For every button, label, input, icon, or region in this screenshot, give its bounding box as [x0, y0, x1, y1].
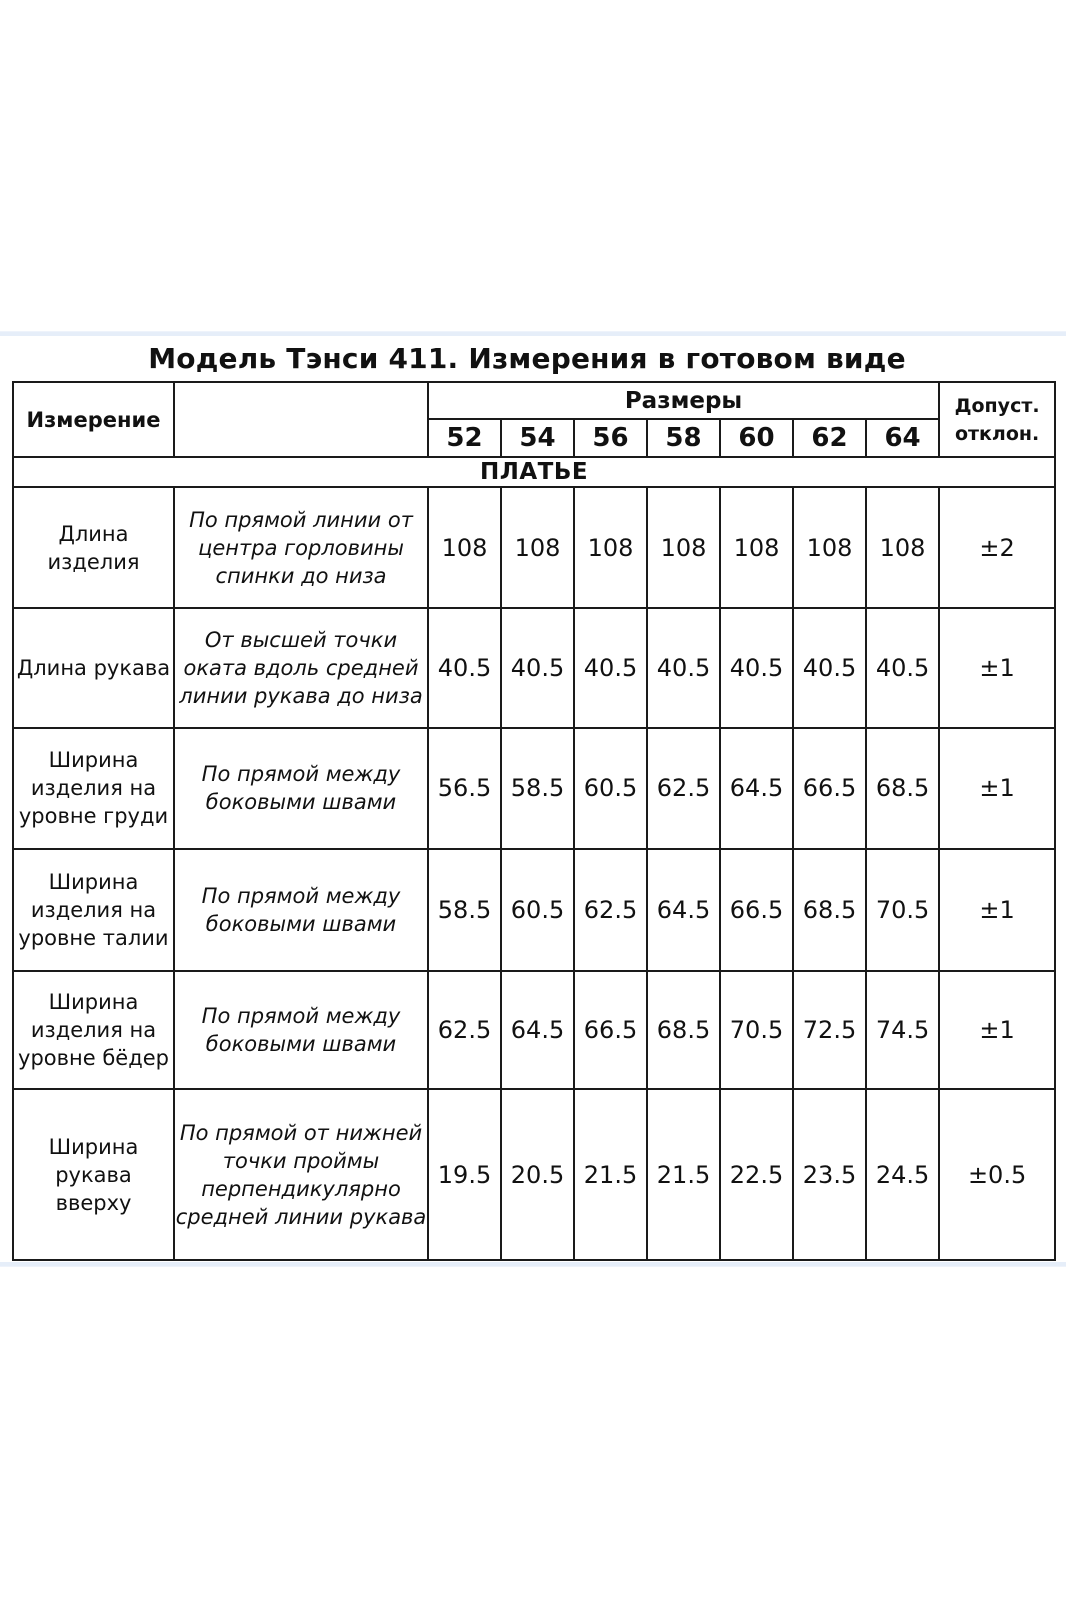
row-value: 62.5	[647, 728, 720, 848]
row-tolerance: ±1	[939, 849, 1055, 971]
size-header: 62	[793, 419, 866, 457]
document-title: Модель Тэнси 411. Измерения в готовом виде	[148, 342, 906, 375]
row-value: 40.5	[574, 608, 647, 728]
row-value: 58.5	[501, 728, 574, 848]
row-value: 62.5	[574, 849, 647, 971]
size-header: 58	[647, 419, 720, 457]
row-value: 64.5	[501, 971, 574, 1089]
row-value: 72.5	[793, 971, 866, 1089]
row-measurement-name: Длина изделия	[13, 487, 174, 607]
row-value: 21.5	[574, 1089, 647, 1260]
row-value: 19.5	[428, 1089, 501, 1260]
row-measurement-name: Ширина изделия на уровне талии	[13, 849, 174, 971]
row-tolerance: ±0.5	[939, 1089, 1055, 1260]
size-header: 64	[866, 419, 939, 457]
section-label: ПЛАТЬЕ	[13, 457, 1055, 487]
row-value: 70.5	[866, 849, 939, 971]
header-row-top	[13, 382, 1055, 419]
row-value: 68.5	[793, 849, 866, 971]
row-measurement-name: Ширина изделия на уровне груди	[13, 728, 174, 848]
row-value: 108	[720, 487, 793, 607]
row-measurement-description: По прямой линии от центра горловины спинки до низа	[174, 487, 428, 607]
row-value: 56.5	[428, 728, 501, 848]
row-value: 20.5	[501, 1089, 574, 1260]
row-tolerance: ±1	[939, 608, 1055, 728]
header-tolerance-line1: Допуст.	[954, 394, 1040, 417]
row-value: 40.5	[501, 608, 574, 728]
row-value: 108	[574, 487, 647, 607]
size-header: 54	[501, 419, 574, 457]
size-header: 56	[574, 419, 647, 457]
table-row	[13, 971, 1055, 1089]
header-sizes: Размеры	[428, 382, 939, 419]
table-row	[13, 1089, 1055, 1260]
row-value: 68.5	[866, 728, 939, 848]
row-value: 40.5	[720, 608, 793, 728]
row-value: 40.5	[428, 608, 501, 728]
row-value: 108	[501, 487, 574, 607]
header-description-empty	[174, 382, 428, 457]
row-value: 70.5	[720, 971, 793, 1089]
row-value: 40.5	[793, 608, 866, 728]
row-tolerance: ±2	[939, 487, 1055, 607]
row-tolerance: ±1	[939, 728, 1055, 848]
row-value: 68.5	[647, 971, 720, 1089]
row-value: 21.5	[647, 1089, 720, 1260]
row-value: 58.5	[428, 849, 501, 971]
row-value: 108	[428, 487, 501, 607]
row-value: 66.5	[574, 971, 647, 1089]
row-value: 66.5	[720, 849, 793, 971]
row-value: 23.5	[793, 1089, 866, 1260]
table-row	[13, 487, 1055, 607]
table-row	[13, 728, 1055, 848]
row-measurement-description: По прямой между боковыми швами	[174, 728, 428, 848]
row-measurement-name: Ширина изделия на уровне бёдер	[13, 971, 174, 1089]
row-value: 40.5	[647, 608, 720, 728]
table-row	[13, 608, 1055, 728]
row-measurement-name: Длина рукава	[13, 608, 174, 728]
row-value: 62.5	[428, 971, 501, 1089]
table-row	[13, 849, 1055, 971]
row-measurement-name: Ширина рукава вверху	[13, 1089, 174, 1260]
row-measurement-description: По прямой от нижней точки проймы перпендикулярно средней линии рукава	[174, 1089, 428, 1260]
row-value: 60.5	[574, 728, 647, 848]
header-measurement: Измерение	[13, 382, 174, 457]
row-value: 22.5	[720, 1089, 793, 1260]
row-tolerance: ±1	[939, 971, 1055, 1089]
row-value: 108	[793, 487, 866, 607]
row-value: 108	[866, 487, 939, 607]
row-value: 64.5	[647, 849, 720, 971]
header-tolerance	[939, 382, 1055, 457]
section-row	[13, 457, 1055, 487]
row-measurement-description: По прямой между боковыми швами	[174, 849, 428, 971]
row-measurement-description: По прямой между боковыми швами	[174, 971, 428, 1089]
row-value: 64.5	[720, 728, 793, 848]
header-tolerance-line2: отклон.	[954, 422, 1040, 445]
row-value: 24.5	[866, 1089, 939, 1260]
row-measurement-description: От высшей точки оката вдоль средней линии рукава до низа	[174, 608, 428, 728]
row-value: 74.5	[866, 971, 939, 1089]
row-value: 66.5	[793, 728, 866, 848]
row-value: 108	[647, 487, 720, 607]
measurements-table	[12, 381, 1056, 1261]
row-value: 40.5	[866, 608, 939, 728]
row-value: 60.5	[501, 849, 574, 971]
size-header: 52	[428, 419, 501, 457]
size-header: 60	[720, 419, 793, 457]
